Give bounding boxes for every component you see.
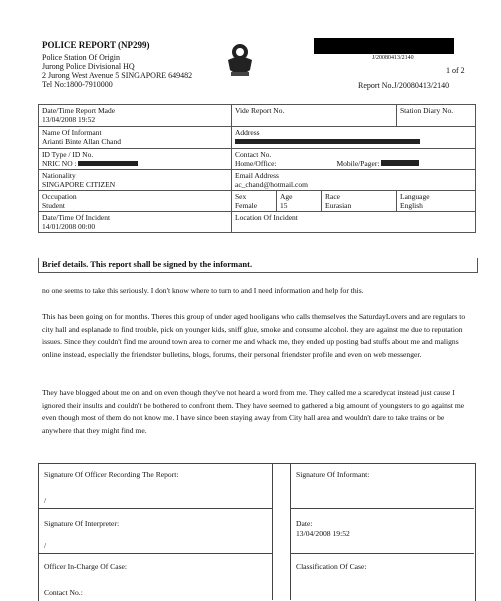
signature-section (38, 463, 476, 601)
date-time-label: Date/Time Report Made (42, 106, 116, 115)
sig-hline-1 (38, 508, 272, 509)
date-time-value: 13/04/2008 19:52 (42, 115, 96, 124)
narrative-paragraph-1: no one seems to take this seriously. I don't know where to turn to and I need information and help for this. (42, 286, 364, 295)
occupation-label: Occupation (42, 192, 77, 201)
language-value: English (400, 201, 423, 210)
race-value: Eurasian (325, 201, 352, 210)
occupation-value: Student (42, 201, 65, 210)
incident-location-label: Location Of Incident (235, 213, 298, 222)
informant-label: Name Of Informant (42, 128, 102, 137)
vide-report-label: Vide Report No. (235, 106, 285, 115)
nationality-value: SINGAPORE CITIZEN (42, 180, 116, 189)
barcode-text: J/20080413/2140 (372, 55, 414, 61)
sex-label: Sex (235, 192, 247, 201)
narrative-paragraph-3: They have blogged about me on and on even though they've not heard a word from me. They called me a scaredycat instead just cause I ignored their insults and couldn't be bothered to confront them. They have seemed to gathered a big amount of youngsters to go against me even though most of them do not know me. I have since been staying away from City hall area and wouldn't dare to take trains or be anywhere that they might find me. (42, 388, 465, 435)
narrative-paragraph-2: This has been going on for months. Theres this group of under aged hooligans who calls themselves the SaturdayLovers and are regulars to city hall and esplanade to find trouble, pick on younger kids, sniff glue, smoke and consume alcohol. they are against me due to reputation issues. Since they couldn't find me around town area to corner me and whack me, they ended up posting bad stuffs about me and maligns online instead, especially the friendster bulletins, blogs, forums, their personal friendster profile and even on web messenger. (42, 312, 466, 359)
id-cell (39, 149, 232, 170)
date-time-cell (39, 105, 232, 127)
informant-signature-label: Signature Of Informant: (296, 470, 370, 479)
informant-value: Arianti Binte Allan Chand (42, 137, 121, 146)
station-diary-label: Station Diary No. (400, 106, 454, 115)
interpreter-signature-slash: / (44, 541, 47, 550)
signature-divider-right (290, 463, 291, 600)
officer-signature-slash: / (44, 496, 47, 505)
nric-redacted (78, 161, 138, 166)
page-number: 1 of 2 (446, 66, 465, 75)
officer-in-charge-label: Officer In-Charge Of Case: (44, 562, 128, 571)
report-number: Report No.J/20080413/2140 (358, 81, 450, 90)
brief-heading: Brief details. This report shall be signed by the informant. (42, 259, 253, 269)
age-label: Age (280, 192, 293, 201)
mobile-label: Mobile/Pager: (336, 159, 380, 168)
address-redacted (235, 139, 420, 144)
language-label: Language (400, 192, 430, 201)
email-value: ac_chand@hotmail.com (235, 180, 308, 189)
mobile-redacted (381, 160, 419, 166)
nationality-label: Nationality (42, 171, 76, 180)
sex-cell (232, 191, 277, 212)
contact-cell (232, 149, 476, 170)
nationality-cell (39, 170, 232, 191)
sig-hline-4 (290, 553, 474, 554)
sig-hline-3 (290, 508, 474, 509)
incident-time-cell (39, 212, 232, 233)
sig-hline-2 (38, 553, 272, 554)
police-crest-icon (222, 40, 258, 80)
barcode (314, 38, 454, 54)
race-label: Race (325, 192, 340, 201)
date-value: 13/04/2008 19:52 (296, 529, 350, 538)
email-cell (232, 170, 476, 191)
date-label: Date: (296, 519, 313, 528)
language-cell (397, 191, 476, 212)
signature-divider-left (272, 463, 273, 600)
race-cell (322, 191, 397, 212)
classification-label: Classification Of Case: (296, 562, 367, 571)
vide-report-cell (232, 105, 397, 127)
contact-number-label: Contact No.: (44, 588, 83, 597)
incident-location-cell (232, 212, 476, 233)
address-cell (232, 127, 476, 149)
station-tel: Tel No:1800-7910000 (42, 80, 113, 89)
occupation-cell (39, 191, 232, 212)
officer-signature-label: Signature Of Officer Recording The Report: (44, 470, 179, 479)
contact-label: Contact No. (235, 150, 272, 159)
station-diary-cell (397, 105, 476, 127)
station-name: Jurong Police Divisional HQ (42, 62, 135, 71)
station-address: 2 Jurong West Avenue 5 SINGAPORE 649482 (42, 71, 193, 80)
id-type-label: ID Type / ID No. (42, 150, 94, 159)
station-origin-label: Police Station Of Origin (42, 53, 120, 62)
report-title: POLICE REPORT (NP299) (42, 40, 150, 50)
home-office-label: Home/Office: (235, 159, 277, 168)
sex-value: Female (235, 201, 258, 210)
informant-cell (39, 127, 232, 149)
brief-heading-box (38, 258, 478, 273)
incident-time-value: 14/01/2008 00:00 (42, 222, 96, 231)
age-cell (277, 191, 322, 212)
address-label: Address (235, 128, 260, 137)
incident-time-label: Date/Time Of Incident (42, 213, 111, 222)
nric-label: NRIC NO : (42, 159, 77, 168)
age-value: 15 (280, 201, 288, 210)
interpreter-signature-label: Signature Of Interpreter: (44, 519, 120, 528)
email-label: Email Address (235, 171, 279, 180)
report-info-table (38, 104, 476, 233)
